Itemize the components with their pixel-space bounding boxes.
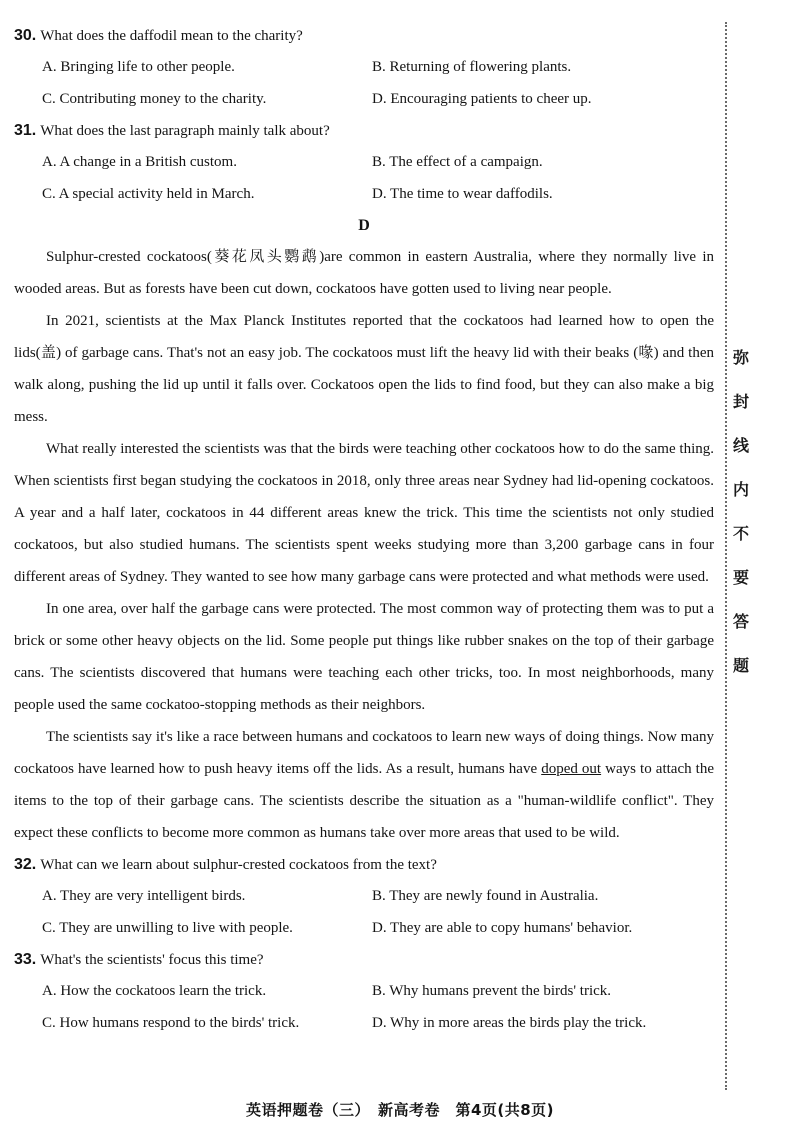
option-c: C. A special activity held in March.	[42, 185, 255, 202]
paragraph-text: ways to attach the items to the top of their garbage cans. The scientists describe the situation as a "human-wildlife conflict". They expect these conflicts to become more common as humans take over more areas that used to be wild.	[14, 761, 714, 841]
notice-char: 题	[732, 656, 749, 675]
paragraph-text: The scientists say it's like a race between humans and cockatoos to learn new ways of doing things. Now many cockatoos have learned how to push heavy items off the lids. As a result, humans have	[14, 729, 714, 777]
passage-paragraph-4: In one area, over half the garbage cans were protected. The most common way of protecting them was to put a brick or some other heavy objects on the lid. Some people put things like rubber snakes on the top of their garbage cans. The scientists discovered that humans were teaching each other tricks, too. In most neighborhoods, many people used the same cockatoo-stopping methods as their neighbors.	[14, 601, 714, 713]
question-number: 32.	[14, 856, 37, 873]
option-c: C. How humans respond to the birds' trick.	[42, 1014, 300, 1031]
option-d: D. Encouraging patients to cheer up.	[372, 90, 592, 107]
passage-paragraph-2: In 2021, scientists at the Max Planck Institutes reported that the cockatoos had learned how to open the lids(盖) of garbage cans. That's not an easy job. The cockatoos must lift the heavy lid with their beaks (喙) and then walk along, pushing the lid up until it falls over. Cockatoos open the lids to find food, but they can also make a big mess.	[14, 313, 714, 425]
question-text: What does the daffodil mean to the charity?	[40, 28, 303, 44]
question-text: What does the last paragraph mainly talk about?	[40, 123, 330, 139]
notice-char: 答	[732, 612, 749, 631]
option-d: D. The time to wear daffodils.	[372, 185, 553, 202]
question-number: 33.	[14, 951, 37, 968]
question-text: What can we learn about sulphur-crested cockatoos from the text?	[40, 857, 437, 873]
question-stem	[14, 944, 714, 976]
notice-char: 要	[732, 568, 749, 587]
answer-options	[14, 52, 714, 115]
notice-char: 封	[732, 392, 749, 411]
question-31	[14, 115, 714, 210]
underlined-phrase: doped out	[541, 761, 602, 777]
notice-char: 弥	[732, 348, 749, 367]
option-a: A. They are very intelligent birds.	[42, 888, 246, 904]
option-d: D. Why in more areas the birds play the trick.	[372, 1014, 647, 1031]
question-number: 31.	[14, 122, 37, 139]
page-content	[14, 20, 714, 1039]
option-c: C. They are unwilling to live with people.	[42, 919, 293, 936]
question-33	[14, 944, 714, 1039]
question-stem	[14, 20, 714, 52]
answer-options	[14, 881, 714, 944]
notice-char: 不	[732, 524, 749, 543]
option-a: A. How the cockatoos learn the trick.	[42, 983, 267, 999]
passage-paragraph-1: Sulphur-crested cockatoos(葵花凤头鹦鹉)are common in eastern Australia, where they normally live in wooded areas. But as forests have been cut down, cockatoos have gotten used to living near people.	[14, 249, 714, 297]
page-footer: 英语押题卷（三） 新高考卷 第4页(共8页)	[245, 1101, 555, 1119]
answer-options	[14, 147, 714, 210]
option-a: A. Bringing life to other people.	[42, 59, 235, 75]
question-text: What's the scientists' focus this time?	[40, 952, 264, 968]
option-c: C. Contributing money to the charity.	[42, 90, 267, 107]
answer-options	[14, 976, 714, 1039]
passage-paragraph-3: What really interested the scientists was that the birds were teaching other cockatoos how to do the same thing. When scientists first began studying the cockatoos in 2018, only three areas near Sydney had lid-opening cockatoos. A year and a half later, cockatoos in 44 different areas knew the trick. This time the scientists not only studied cockatoos, but also studied humans. The scientists spent weeks studying more than 3,200 garbage cans in four different areas of Sydney. They wanted to see how many garbage cans were protected and what methods were used.	[14, 441, 714, 585]
option-b: B. The effect of a campaign.	[372, 154, 543, 170]
option-b: B. They are newly found in Australia.	[372, 888, 599, 904]
option-b: B. Why humans prevent the birds' trick.	[372, 983, 612, 999]
reading-passage	[14, 241, 714, 849]
question-number: 30.	[14, 27, 37, 44]
notice-char: 内	[732, 480, 749, 499]
question-32	[14, 849, 714, 944]
question-30	[14, 20, 714, 115]
option-d: D. They are able to copy humans' behavior.	[372, 919, 633, 936]
option-b: B. Returning of flowering plants.	[372, 59, 572, 75]
binding-dotted-line	[725, 22, 727, 1090]
option-a: A. A change in a British custom.	[42, 154, 237, 170]
section-title: D	[358, 217, 370, 234]
question-stem	[14, 849, 714, 881]
question-stem	[14, 115, 714, 147]
notice-char: 线	[732, 436, 749, 455]
binding-margin-notice	[730, 345, 752, 676]
passage-paragraph-5	[14, 721, 714, 849]
